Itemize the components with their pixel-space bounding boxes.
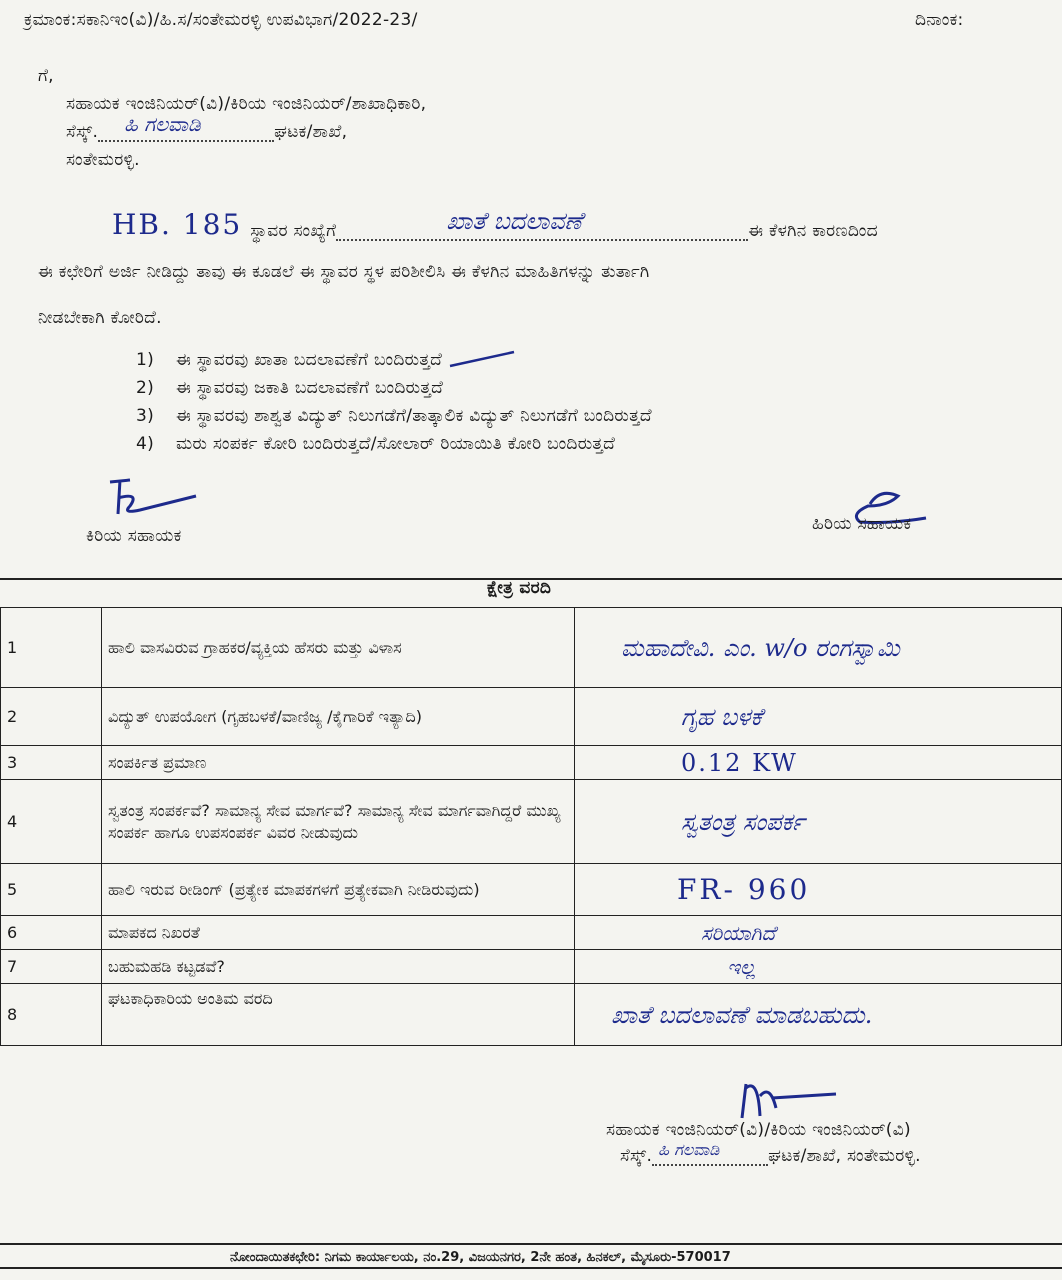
row-number: 3 [1,746,102,780]
engineer-unit-suffix: ಘಟಕ/ಶಾಖೆ, ಸಂತೇಮರಳ್ಳಿ. [768,1146,921,1166]
unit-name-field [98,112,274,142]
row-number: 6 [1,916,102,950]
row-value-handwritten: ಗೃಹ ಬಳಕೆ [681,702,763,731]
rr-number-handwritten: HB. 185 [112,208,243,241]
body-line-3: ನೀಡಬೇಕಾಗಿ ಕೋರಿದೆ. [38,308,162,328]
address-cesc-prefix: ಸೆಸ್ಕ್. [66,122,99,142]
row-value-handwritten: ಇಲ್ಲ [727,954,756,979]
table-row [1,916,1062,950]
engineer-signature-mark [736,1078,846,1124]
row-description: ಹಾಲಿ ವಾಸವಿರುವ ಗ್ರಾಹಕರ/ವ್ಯಕ್ತಿಯ ಹೆಸರು ಮತ್ತು ವಿಳಾಸ [102,608,575,688]
address-line-3: ಸಂತೇಮರಳ್ಳಿ. [66,150,140,170]
row-description: ಬಹುಮಹಡಿ ಕಟ್ಟಡವೆ? [102,950,575,984]
table-row [1,984,1062,1046]
row-value-cell [575,688,1062,746]
table-row [1,780,1062,864]
list-item-text: ಈ ಸ್ಥಾವರವು ಶಾಶ್ವತ ವಿದ್ಯುತ್ ನಿಲುಗಡೆಗೆ/ತಾತ್ಕಾಲಿಕ ವಿದ್ಯುತ್ ನಿಲುಗಡೆಗೆ ಬಂದಿರುತ್ತದೆ [176,406,652,426]
address-to: ಗೆ, [38,66,54,86]
row-value-handwritten: ಮಹಾದೇವಿ. ಎಂ. w/o ರಂಗಸ್ವಾಮಿ [621,633,900,662]
table-row [1,950,1062,984]
row-value-cell [575,864,1062,916]
list-item [136,350,1016,378]
list-item-text: ಈ ಸ್ಥಾವರವು ಜಕಾತಿ ಬದಲಾವಣೆಗೆ ಬಂದಿರುತ್ತದೆ [176,378,444,398]
row-description: ಸ್ವತಂತ್ರ ಸಂಪರ್ಕವೆ? ಸಾಮಾನ್ಯ ಸೇವ ಮಾರ್ಗವೆ? ಸಾಮಾನ್ಯ ಸೇವ ಮಾರ್ಗವಾಗಿದ್ದರೆ ಮುಖ್ಯ ಸಂಪರ್ಕ ಹಾಗೂ ಉಪಸಂಪರ್ಕ ವಿವರ ನೀಡುವುದು [102,780,575,864]
unit-name-handwritten: ಹಿ ಗಲವಾಡಿ [124,112,201,136]
row-value-handwritten: ಸರಿಯಾಗಿದೆ [701,920,776,945]
row-description: ಸಂಪರ್ಕಿತ ಪ್ರಮಾಣ [102,746,575,780]
engineer-designation: ಸಹಾಯಕ ಇಂಜಿನಿಯರ್(ವಿ)/ಕಿರಿಯ ಇಂಜಿನಿಯರ್(ವಿ) [606,1120,911,1140]
table-row [1,608,1062,688]
body-line-1 [112,208,878,241]
row-value-handwritten: ಸ್ವತಂತ್ರ ಸಂಪರ್ಕ [681,807,805,836]
junior-assistant-label: ಕಿರಿಯ ಸಹಾಯಕ [86,526,182,546]
row-description: ಮಾಪಕದ ನಿಖರತೆ [102,916,575,950]
row-number: 4 [1,780,102,864]
engineer-unit-field [652,1140,768,1166]
reason-handwritten: ಖಾತೆ ಬದಲಾವಣೆ [446,207,583,235]
row-number: 7 [1,950,102,984]
senior-assistant-label: ಹಿರಿಯ ಸಹಾಯಕ [812,514,912,534]
engineer-unit-handwritten: ಹಿ ಗಲವಾಡಿ [658,1140,720,1159]
field-report-title: ಕ್ಷೇತ್ರ ವರದಿ [487,578,552,598]
list-item-number: 3) [136,406,155,426]
row-value-cell [575,984,1062,1046]
reason-field [336,207,748,241]
list-item [136,406,1016,434]
address-unit-suffix: ಘಟಕ/ಶಾಖೆ, [274,122,348,142]
junior-signature-mark [100,474,200,524]
list-item-number: 2) [136,378,155,398]
reason-suffix: ಈ ಕೆಳಗಿನ ಕಾರಣದಿಂದ [748,221,878,241]
date-label: ದಿನಾಂಕ: [915,10,964,30]
footer-registered-office: ನೋಂದಾಯಿತಕಛೇರಿ: ನಿಗಮ ಕಾರ್ಯಾಲಯ, ನಂ.29, ವಿಜಯನಗರ, 2ನೇ ಹಂತ, ಹಿನಕಲ್, ಮೈಸೂರು-570017 [230,1250,731,1265]
reference-number: ಕ್ರಮಾಂಕ:ಸಕಾನಿಇಂ(ವಿ)/ಹಿ.ಸ/ಸಂತೇಮರಳ್ಳಿ ಉಪವಿಭಾಗ/2022-23/ [24,10,418,30]
row-value-handwritten: 0.12 KW [681,748,798,777]
row-value-cell [575,608,1062,688]
table-row [1,688,1062,746]
row-description: ಹಾಲಿ ಇರುವ ರೀಡಿಂಗ್ (ಪ್ರತ್ಯೇಕ ಮಾಪಕಗಳಗೆ ಪ್ರತ್ಯೇಕವಾಗಿ ನೀಡಿರುವುದು) [102,864,575,916]
footer-rule-bottom [0,1267,1062,1269]
list-item-number: 4) [136,434,155,454]
row-number: 1 [1,608,102,688]
list-item [136,378,1016,406]
rr-label: ಸ್ಥಾವರ ಸಂಖ್ಯೆಗೆ [250,221,337,241]
row-value-handwritten: FR- 960 [677,873,811,906]
list-item-text: ಮರು ಸಂಪರ್ಕ ಕೋರಿ ಬಂದಿರುತ್ತದೆ/ಸೋಲಾರ್ ರಿಯಾಯಿತಿ ಕೋರಿ ಬಂದಿರುತ್ತದೆ [176,434,616,454]
address-line-2 [66,112,348,142]
engineer-unit-line [620,1140,921,1166]
row-value-cell [575,950,1062,984]
row-value-handwritten: ಖಾತೆ ಬದಲಾವಣೆ ಮಾಡಬಹುದು. [611,1000,873,1029]
row-value-cell [575,746,1062,780]
field-report-table [0,607,1062,1046]
row-description: ವಿದ್ಯುತ್ ಉಪಯೋಗ (ಗೃಹಬಳಕೆ/ವಾಣಿಜ್ಯ /ಕೈಗಾರಿಕೆ ಇತ್ಯಾದಿ) [102,688,575,746]
footer-rule-top [0,1243,1062,1245]
list-item-text: ಈ ಸ್ಥಾವರವು ಖಾತಾ ಬದಲಾವಣೆಗೆ ಬಂದಿರುತ್ತದೆ [176,350,443,370]
checkmark-icon [448,350,518,370]
table-row [1,746,1062,780]
row-number: 5 [1,864,102,916]
row-value-cell [575,916,1062,950]
row-number: 2 [1,688,102,746]
table-row [1,864,1062,916]
items-list [136,350,1016,462]
list-item-number: 1) [136,350,155,370]
address-line-1: ಸಹಾಯಕ ಇಂಜಿನಿಯರ್(ವಿ)/ಕಿರಿಯ ಇಂಜಿನಿಯರ್/ಶಾಖಾಧಿಕಾರಿ, [66,94,427,114]
engineer-cesc-prefix: ಸೆಸ್ಕ್. [620,1146,653,1166]
row-number: 8 [1,984,102,1046]
body-line-2: ಈ ಕಛೇರಿಗೆ ಅರ್ಜಿ ನೀಡಿದ್ದು ತಾವು ಈ ಕೂಡಲೆ ಈ ಸ್ಥಾವರ ಸ್ಥಳ ಪರಿಶೀಲಿಸಿ ಈ ಕೆಳಗಿನ ಮಾಹಿತಿಗಳನ್ನು ತುರ್ತಾಗಿ [38,262,650,282]
row-description: ಘಟಕಾಧಿಕಾರಿಯ ಅಂತಿಮ ವರದಿ [102,984,575,1046]
row-value-cell [575,780,1062,864]
list-item [136,434,1016,462]
